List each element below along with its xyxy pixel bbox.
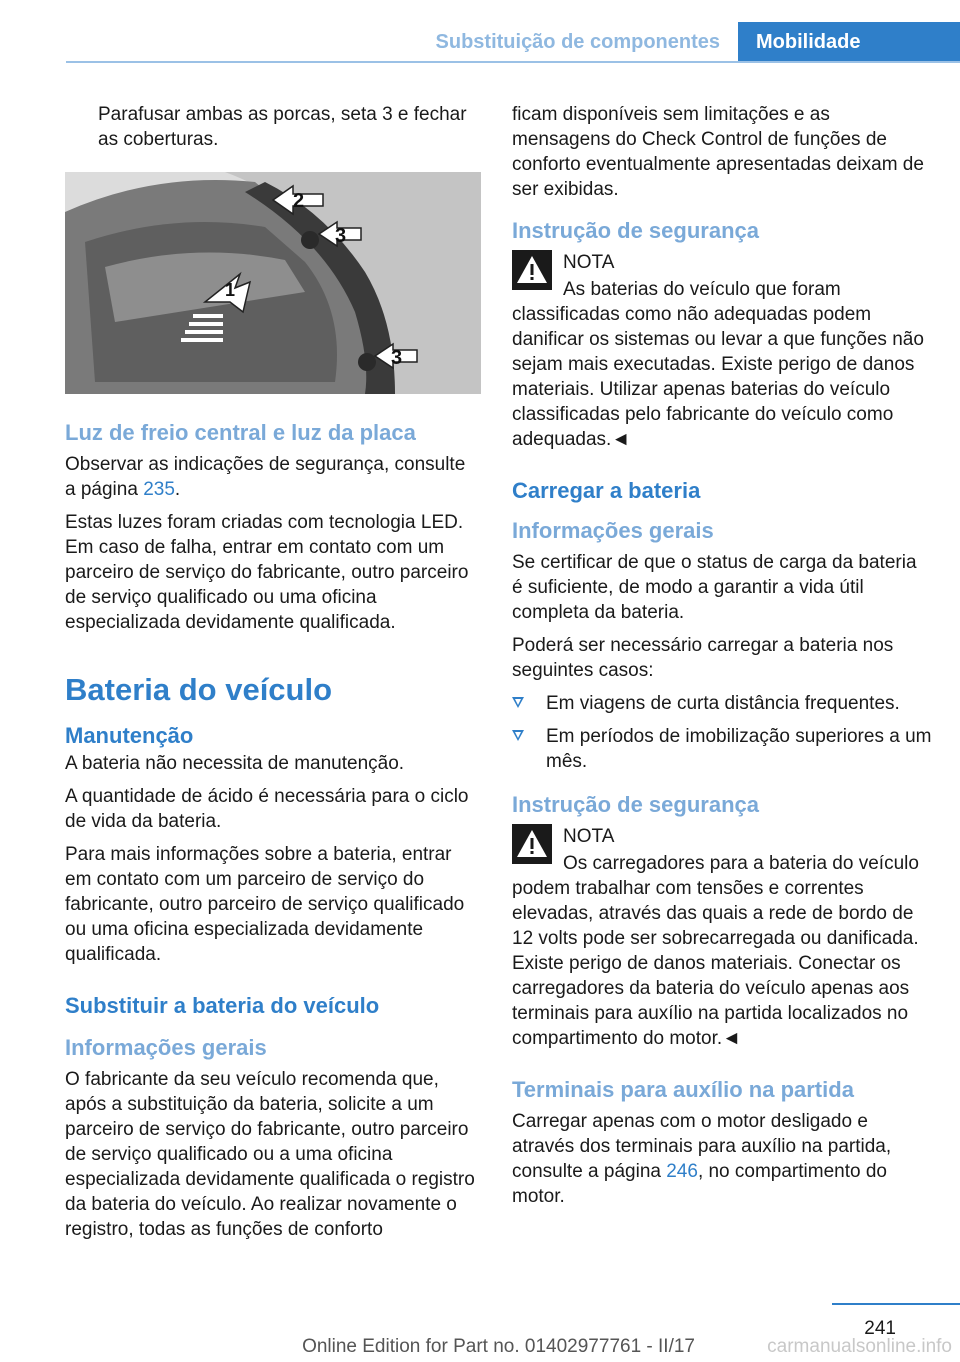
- safety-note-2: [512, 824, 932, 849]
- brake-light-heading: Luz de freio central e luz da placa: [65, 420, 416, 445]
- cases-list: [512, 691, 932, 774]
- general-para-2: Poderá ser necessário carregar a bateria nos seguintes casos:: [512, 635, 894, 681]
- maintenance-heading: Manutenção: [65, 723, 194, 748]
- list-item: [512, 691, 932, 716]
- header-divider: [66, 61, 960, 63]
- jump-start-text-end: , no compartimento do motor.: [512, 1161, 887, 1207]
- brake-light-para-2: Estas luzes foram criadas com tecnologia LED. Em caso de falha, entrar em contato com um parceiro de serviço do fabricante, outro parceiro de serviço qualificado ou uma oficina especializada devidamente qualificada.: [65, 512, 469, 633]
- brake-light-text: Observar as indicações de segurança, consulte a página: [65, 454, 466, 500]
- tail-light-figure: [65, 172, 481, 394]
- safety-text-2: Os carregadores para a bateria do veículo podem trabalhar com tensões e correntes elevadas, através das quais a rede de bordo de 12 volts pode ser sobrecarregada ou danificada. Existe perigo de danos materiais. Conectar os carregadores da bateria do veículo apenas aos terminais para auxílio na partida localizados no compartimento do motor.◄: [512, 853, 919, 1049]
- continued-para: ficam disponíveis sem limitações e as mensagens do Check Control de funções de conforto eventualmente apresentadas deixam de ser exibidas.: [512, 104, 924, 200]
- general-info-heading-2: Informações gerais: [512, 518, 714, 543]
- header-chapter: Mobilidade: [738, 22, 960, 63]
- brake-light-para-1: [65, 452, 481, 502]
- footer-divider: [832, 1303, 960, 1305]
- watermark-text: carmanualsonline.info: [767, 1336, 952, 1357]
- safety-heading-1: Instrução de segurança: [512, 218, 759, 243]
- list-item-text: Em períodos de imobilização superiores a um mês.: [546, 726, 932, 772]
- battery-heading: Bateria do veículo: [65, 672, 333, 707]
- page-link-246[interactable]: 246: [666, 1161, 698, 1182]
- callout-3-top: 3: [335, 225, 347, 247]
- list-item-text: Em viagens de curta distância frequentes.: [546, 693, 900, 714]
- triangle-bullet-icon: [512, 730, 524, 741]
- page-header: [66, 22, 960, 62]
- maintenance-para-2: A quantidade de ácido é necessária para o ciclo de vida da bateria.: [65, 786, 469, 832]
- callout-2: 2: [293, 190, 305, 212]
- brake-light-text-end: .: [174, 479, 181, 500]
- left-column: [65, 102, 481, 1250]
- jump-start-heading: Terminais para auxílio na partida: [512, 1077, 854, 1102]
- replace-battery-heading: Substituir a bateria do veículo: [65, 993, 380, 1018]
- page-link-235[interactable]: 235: [143, 479, 175, 500]
- safety-text-1: As baterias do veículo que foram classificadas como não adequadas podem danificar os sistemas ou levar a que funções não sejam mais executadas. Existe perigo de danos materiais. Utilizar apenas baterias do veículo classificadas pelo fabricante do veículo como adequadas.◄: [512, 279, 924, 450]
- callout-1: 1: [225, 280, 236, 300]
- general-para-1: Se certificar de que o status de carga da bateria é suficiente, de modo a garantir a vida útil completa da bateria.: [512, 552, 917, 623]
- callout-3-bottom: 3: [391, 347, 403, 369]
- maintenance-para-1: A bateria não necessita de manutenção.: [65, 753, 405, 774]
- warning-icon: [512, 824, 552, 864]
- maintenance-para-3: Para mais informações sobre a bateria, entrar em contato com um parceiro de serviço do fabricante, outro parceiro de serviço qualificado ou uma oficina especializada devidamente qualificada.: [65, 844, 465, 965]
- safety-label-2: NOTA: [563, 826, 615, 847]
- list-item: [512, 724, 932, 774]
- right-column: [512, 102, 932, 1217]
- general-info-para: O fabricante da seu veículo recomenda que, após a substituição da bateria, solicite a um parceiro de serviço do fabricante, outro parceiro de serviço qualificado ou a uma oficina especializada devidamente qualificada o registro da bateria do veículo. Ao realizar novamente o registro, todas as funções de conforto: [65, 1069, 475, 1240]
- edition-text: Online Edition for Part no. 01402977761 - II/17: [302, 1336, 695, 1357]
- safety-note-1: [512, 250, 932, 275]
- tail-light-illustration: [65, 172, 481, 394]
- header-section: Substituição de componentes: [435, 31, 720, 53]
- general-info-heading: Informações gerais: [65, 1035, 267, 1060]
- jump-start-para: [512, 1109, 932, 1209]
- intro-text: Parafusar ambas as porcas, seta 3 e fechar as coberturas.: [98, 104, 467, 150]
- triangle-bullet-icon: [512, 697, 524, 708]
- safety-heading-2: Instrução de segurança: [512, 792, 759, 817]
- safety-label-1: NOTA: [563, 252, 615, 273]
- warning-icon: [512, 250, 552, 290]
- charge-battery-heading: Carregar a bateria: [512, 478, 701, 503]
- jump-start-text: Carregar apenas com o motor desligado e através dos terminais para auxílio na partida, consulte a página: [512, 1111, 892, 1182]
- page-number: 241: [864, 1318, 896, 1339]
